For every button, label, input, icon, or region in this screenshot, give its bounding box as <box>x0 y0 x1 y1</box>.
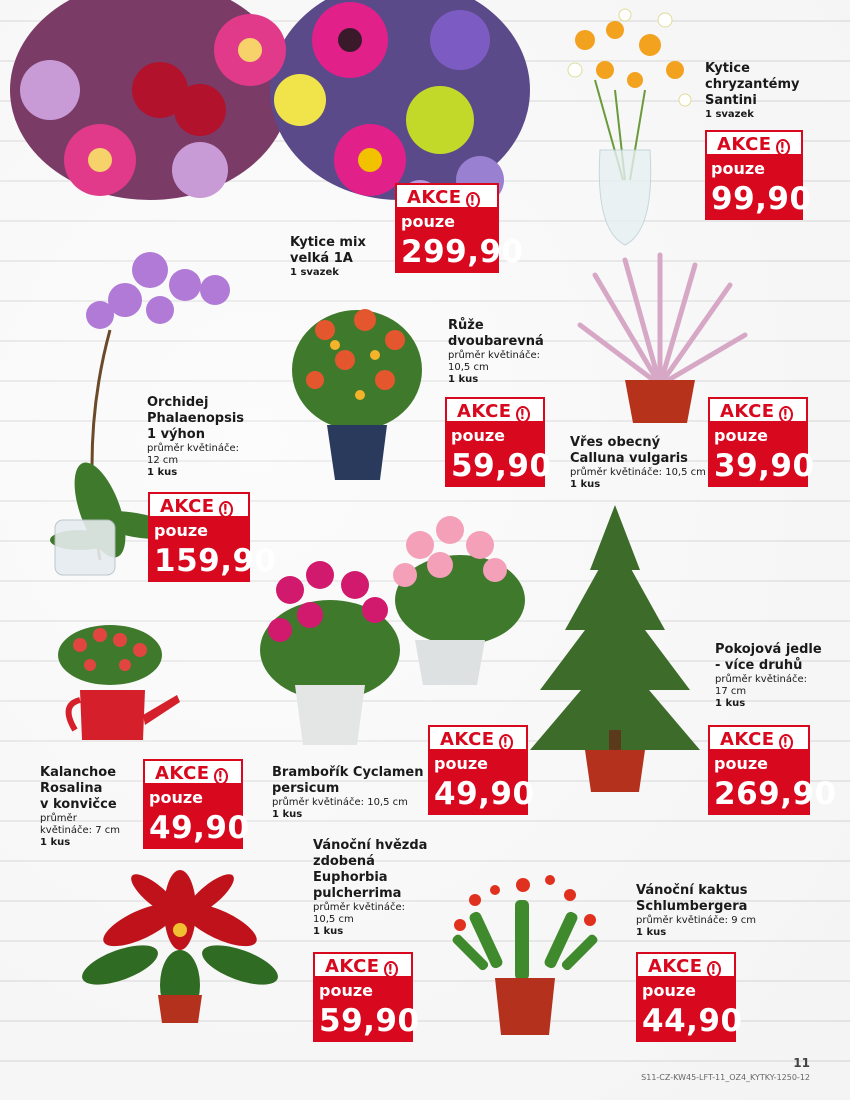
price-badge-vres <box>708 397 815 487</box>
price: 59,90 <box>313 1002 413 1042</box>
akce-label: AKCE <box>160 496 215 517</box>
akce-label: AKCE <box>717 134 772 155</box>
exclamation-icon: ! <box>219 501 233 518</box>
akce-tag <box>445 397 545 423</box>
akce-tag <box>143 759 243 785</box>
product-name: Phalaenopsis <box>147 411 245 426</box>
akce-tag <box>395 183 499 209</box>
pouze-label: pouze <box>395 209 499 233</box>
price: 49,90 <box>428 775 528 815</box>
product-name: Kytice <box>705 61 750 76</box>
product-label-ruze <box>448 318 544 386</box>
price: 299,90 <box>395 233 499 273</box>
pouze-label: pouze <box>708 423 808 447</box>
product-unit: 1 kus <box>448 374 479 385</box>
print-code: S11-CZ-KW45-LFT-11_OZ4_KYTKY-1250-12 <box>641 1073 810 1082</box>
price-badge-kalanchoe <box>143 759 250 849</box>
product-name: Schlumbergera <box>636 899 748 914</box>
product-label-orchidej <box>147 395 244 479</box>
exclamation-icon: ! <box>499 734 513 751</box>
akce-label: AKCE <box>325 956 380 977</box>
product-name: velká 1A <box>290 251 353 266</box>
product-name: Rosalina <box>40 781 103 796</box>
product-unit: 1 kus <box>147 467 178 478</box>
price-badge-kytice-mix <box>395 183 524 273</box>
kalanchoe-watering-can-image <box>55 620 185 745</box>
product-name: Euphorbia <box>313 870 388 885</box>
price-badge-ruze <box>445 397 552 487</box>
product-name: Kytice mix <box>290 235 366 250</box>
pouze-label: pouze <box>636 978 736 1002</box>
product-unit: 1 kus <box>313 926 344 937</box>
product-label-bramborik <box>272 765 423 821</box>
akce-tag <box>636 952 736 978</box>
price: 269,90 <box>708 775 810 815</box>
product-detail: průměr <box>40 813 77 824</box>
christmas-cactus-image <box>445 860 605 1040</box>
pouze-label: pouze <box>428 751 528 775</box>
akce-label: AKCE <box>155 763 210 784</box>
product-name: chryzantémy <box>705 77 800 92</box>
exclamation-icon: ! <box>516 406 530 423</box>
product-label-kytice-mix <box>290 235 366 279</box>
poinsettia-image <box>80 865 280 1025</box>
product-name: Santini <box>705 93 757 108</box>
product-name: pulcherrima <box>313 886 402 901</box>
exclamation-icon: ! <box>384 961 398 978</box>
product-name: Brambořík Cyclamen <box>272 765 424 780</box>
price: 44,90 <box>636 1002 736 1042</box>
product-detail: průměr květináče: <box>313 902 406 913</box>
rose-plant-image <box>285 300 430 485</box>
chrysanthemum-bouquet-image <box>555 0 700 250</box>
cyclamen-plants-image <box>255 500 525 750</box>
product-detail: průměr květináče: <box>448 350 541 361</box>
product-detail: průměr květináče: 10,5 cm <box>272 797 408 808</box>
page-number: 11 <box>793 1056 810 1070</box>
product-label-chryzantemy <box>705 61 800 121</box>
product-label-jedle <box>715 642 822 710</box>
product-name: Vánoční hvězda <box>313 838 428 853</box>
product-name: Calluna vulgaris <box>570 451 688 466</box>
price: 39,90 <box>708 447 808 487</box>
pouze-label: pouze <box>705 156 803 180</box>
price: 59,90 <box>445 447 545 487</box>
product-detail: průměr květináče: <box>715 674 808 685</box>
akce-label: AKCE <box>457 401 512 422</box>
product-unit: 1 kus <box>715 698 746 709</box>
price-badge-chryzantemy <box>705 130 812 220</box>
exclamation-icon: ! <box>779 406 793 423</box>
product-detail: průměr květináče: 9 cm <box>636 915 756 926</box>
product-detail: 12 cm <box>147 455 179 466</box>
exclamation-icon: ! <box>776 139 790 156</box>
product-unit: 1 kus <box>40 837 71 848</box>
price: 49,90 <box>143 809 243 849</box>
product-name: zdobená <box>313 854 375 869</box>
fir-tree-image <box>515 500 715 795</box>
akce-tag <box>708 725 810 751</box>
product-detail: 10,5 cm <box>313 914 354 925</box>
product-name: - více druhů <box>715 658 803 673</box>
product-detail: květináče: 7 cm <box>40 825 121 836</box>
akce-label: AKCE <box>440 729 495 750</box>
product-unit: 1 kus <box>570 479 601 490</box>
pouze-label: pouze <box>445 423 545 447</box>
product-unit: 1 kus <box>636 927 667 938</box>
exclamation-icon: ! <box>779 734 793 751</box>
product-label-vanocni-kaktus <box>636 883 756 939</box>
product-name: Vánoční kaktus <box>636 883 748 898</box>
product-name: Kalanchoe <box>40 765 117 780</box>
product-name: persicum <box>272 781 340 796</box>
product-unit: 1 svazek <box>705 109 754 120</box>
product-detail: 10,5 cm <box>448 362 489 373</box>
product-detail: průměr květináče: 10,5 cm <box>570 467 706 478</box>
exclamation-icon: ! <box>466 192 480 209</box>
akce-tag <box>313 952 413 978</box>
product-name: 1 výhon <box>147 427 205 442</box>
price-badge-jedle <box>708 725 837 815</box>
pouze-label: pouze <box>143 785 243 809</box>
price-badge-bramborik <box>428 725 535 815</box>
product-name: dvoubarevná <box>448 334 544 349</box>
product-name: Růže <box>448 318 484 333</box>
akce-tag <box>148 492 250 518</box>
product-name: v konvičce <box>40 797 117 812</box>
exclamation-icon: ! <box>214 768 228 785</box>
exclamation-icon: ! <box>707 961 721 978</box>
product-name: Vřes obecný <box>570 435 661 450</box>
product-label-kalanchoe <box>40 765 120 849</box>
product-name: Orchidej <box>147 395 209 410</box>
pouze-label: pouze <box>708 751 810 775</box>
akce-tag <box>428 725 528 751</box>
pouze-label: pouze <box>148 518 250 542</box>
akce-label: AKCE <box>407 187 462 208</box>
akce-tag <box>708 397 808 423</box>
product-unit: 1 kus <box>272 809 303 820</box>
akce-tag <box>705 130 803 156</box>
price-badge-orchidej <box>148 492 277 582</box>
pouze-label: pouze <box>313 978 413 1002</box>
product-detail: průměr květináče: <box>147 443 240 454</box>
product-label-vres <box>570 435 706 491</box>
product-unit: 1 svazek <box>290 267 339 278</box>
price-badge-vanocni-hvezda <box>313 952 420 1042</box>
product-detail: 17 cm <box>715 686 747 697</box>
product-label-vanocni-hvezda <box>313 838 427 938</box>
product-name: Pokojová jedle <box>715 642 822 657</box>
akce-label: AKCE <box>648 956 703 977</box>
akce-label: AKCE <box>720 729 775 750</box>
price-badge-vanocni-kaktus <box>636 952 743 1042</box>
price: 99,90 <box>705 180 803 220</box>
akce-label: AKCE <box>720 401 775 422</box>
price: 159,90 <box>148 542 250 582</box>
